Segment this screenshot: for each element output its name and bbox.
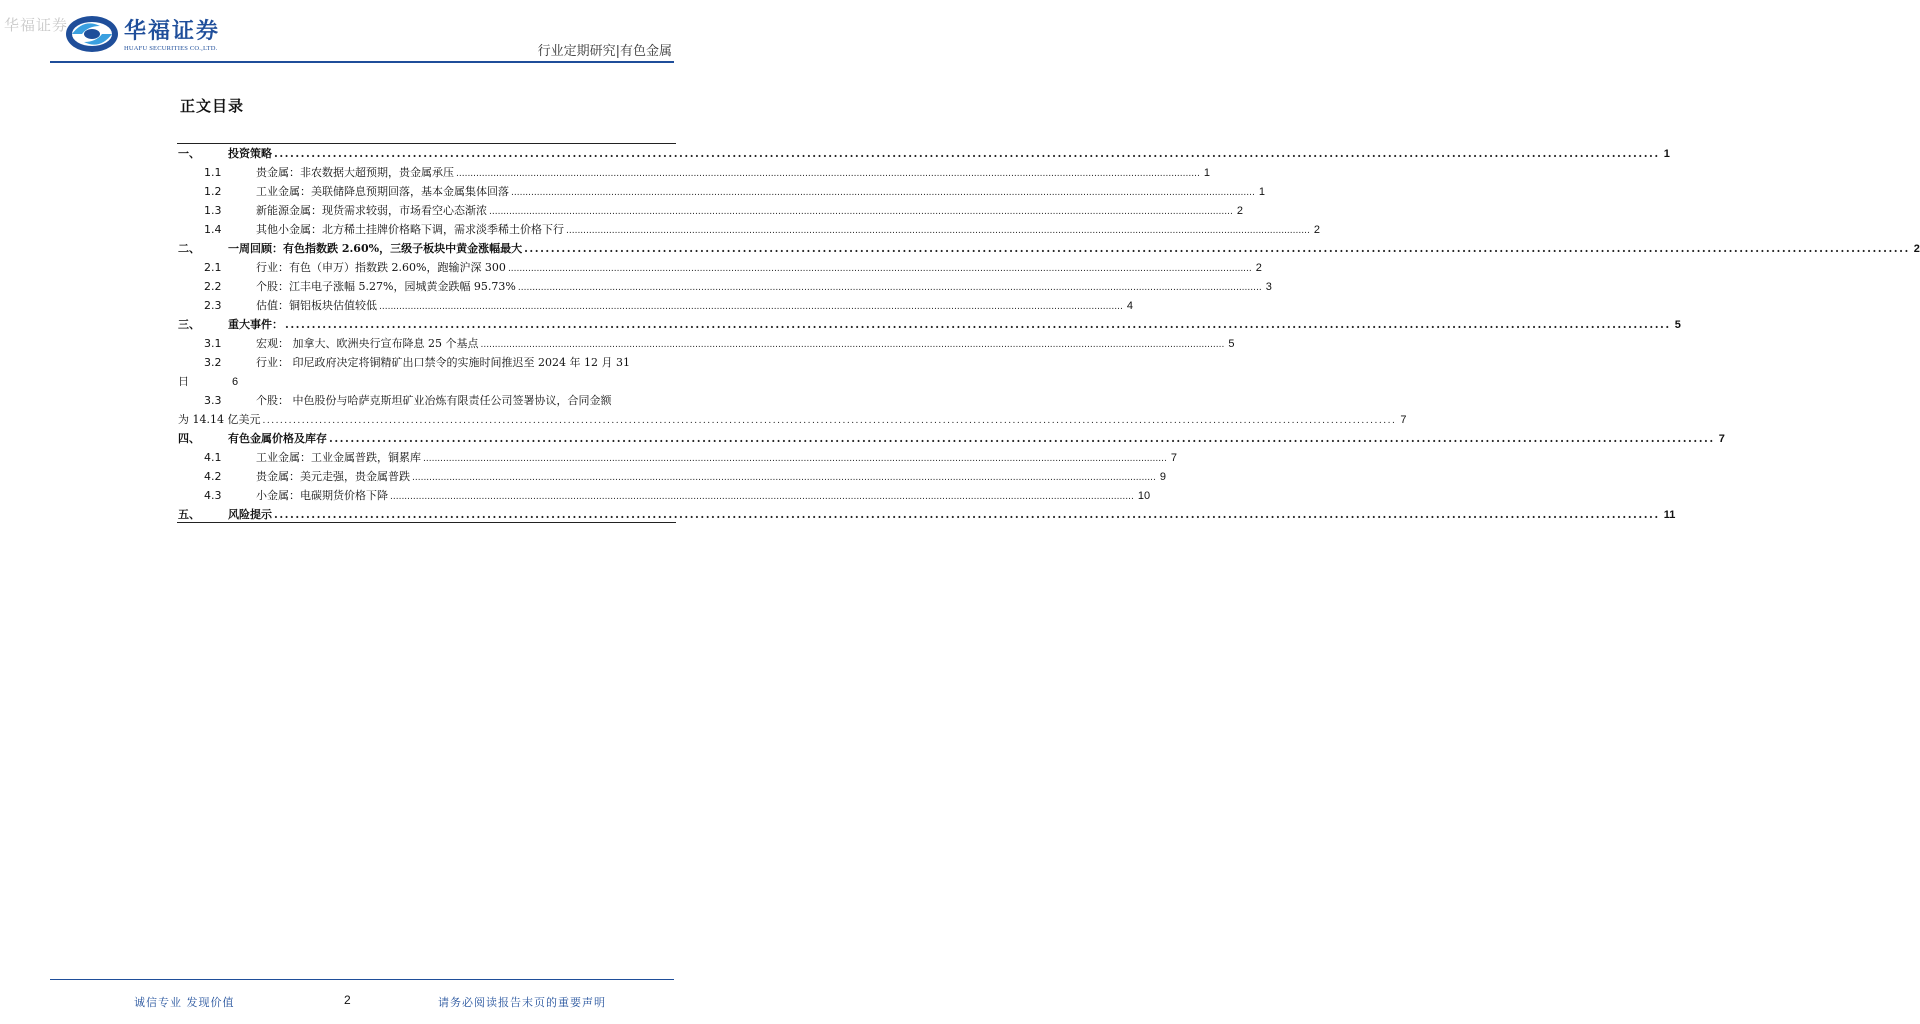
toc-leader: .................................................................................................................................................................................................................................................................... (285, 318, 1671, 331)
toc-leader: .................................................................................................................................................................................................................................................................... (489, 207, 1233, 217)
header-title: 行业定期研究|有色金属 (537, 44, 672, 59)
toc-entry-text: 行业：有色（申万）指数跌 2.60%，跑输沪深 300 (256, 261, 506, 274)
toc-section[interactable] (178, 145, 1670, 164)
toc-leader: .................................................................................................................................................................................................................................................................... (511, 188, 1255, 198)
toc-entry-number: 五、 (178, 508, 200, 521)
toc-entry-text: 宏观： 加拿大、欧洲央行宣布降息 25 个基点 (256, 337, 479, 350)
footer-disclaimer: 请务必阅读报告末页的重要声明 (438, 996, 606, 1009)
toc-leader: .................................................................................................................................................................................................................................................................... (423, 454, 1167, 464)
toc-entry-number: 一、 (178, 147, 200, 160)
toc-entry[interactable] (178, 297, 1133, 316)
company-logo (64, 12, 254, 58)
toc-leader: .................................................................................................................................................................................................................................................................... (412, 473, 1156, 483)
toc-entry-text: 投资策略 (228, 147, 272, 160)
toc-entry[interactable] (178, 449, 1177, 468)
toc-entry-page: 5 (1674, 319, 1681, 331)
toc-leader: .................................................................................................................................................................................................................................................................... (456, 169, 1200, 179)
toc-leader: .................................................................................................................................................................................................................................................................... (507, 264, 1252, 274)
toc-entry-page: 1 (1203, 167, 1210, 179)
toc-entry-text: 个股： 中色股份与哈萨克斯坦矿业冶炼有限责任公司签署协议，合同金额 (256, 394, 612, 407)
toc-entry-text: 小金属：电碳期货价格下降 (256, 489, 388, 502)
toc-entry[interactable] (178, 354, 675, 392)
header-divider (50, 61, 674, 63)
toc-entry[interactable] (178, 278, 1272, 297)
toc-title: 正文目录 (180, 97, 245, 115)
toc-entry[interactable] (178, 392, 1407, 430)
toc-leader: .................................................................................................................................................................................................................................................................... (517, 283, 1262, 293)
toc-entry-text: 重大事件： (228, 318, 283, 331)
toc-entry-number: 1.2 (204, 185, 222, 198)
toc-entry-number: 2.3 (204, 299, 222, 312)
toc-entry-text: 有色金属价格及库存 (228, 432, 327, 445)
toc-entry[interactable] (178, 164, 1210, 183)
toc-section[interactable] (178, 316, 1681, 335)
toc-entry-number: 4.1 (204, 451, 222, 464)
toc-entry[interactable] (178, 487, 1151, 506)
footer-slogan: 诚信专业 发现价值 (134, 996, 235, 1009)
toc-entry-text: 风险提示 (228, 508, 272, 521)
toc-entry[interactable] (178, 221, 1320, 240)
toc-entry-text: 贵金属：美元走强，贵金属普跌 (256, 470, 410, 483)
toc-entry-number: 4.3 (204, 489, 222, 502)
toc-entry-text: 一周回顾：有色指数跌 2.60%，三级子板块中黄金涨幅最大 (228, 242, 523, 255)
toc-entry-text: 工业金属：美联储降息预期回落，基本金属集体回落 (256, 185, 509, 198)
toc-entry[interactable] (178, 183, 1265, 202)
toc-entry-page: 1 (1258, 186, 1265, 198)
toc-entry-page: 2 (1313, 224, 1320, 236)
toc-leader: .................................................................................................................................................................................................................................................................... (566, 226, 1310, 236)
toc-entry-page: 2 (1913, 243, 1920, 255)
toc-entry-number: 三、 (178, 318, 200, 331)
toc-entry-number: 4.2 (204, 470, 222, 483)
toc-entry-page: 4 (1126, 300, 1133, 312)
toc-entry-page: 7 (1718, 433, 1725, 445)
page-number: 2 (344, 993, 351, 1007)
toc-entry-page: 2 (1255, 262, 1262, 274)
toc-leader: .................................................................................................................................................................................................................................................................... (524, 242, 1910, 255)
toc-entry-number: 1.4 (204, 223, 222, 236)
toc-entry-number: 3.3 (204, 394, 222, 407)
toc-entry-page: 1 (1663, 148, 1670, 160)
toc-leader: .................................................................................................................................................................................................................................................................... (390, 492, 1134, 502)
toc-entry-page: 10 (1137, 490, 1151, 502)
toc-entry-page: 7 (1170, 452, 1177, 464)
toc-entry-text: 其他小金属：北方稀土挂牌价格略下调，需求淡季稀土价格下行 (256, 223, 564, 236)
toc-entry-text-continued: 为 14.14 亿美元 (178, 413, 261, 426)
toc-entry-number: 1.1 (204, 166, 222, 179)
toc-bottom-divider (177, 522, 676, 523)
toc-entry[interactable] (178, 202, 1243, 221)
toc-top-divider (177, 143, 676, 144)
watermark-text: 华福证券 (4, 16, 69, 34)
toc-entry-number: 四、 (178, 432, 200, 445)
toc-entry[interactable] (178, 335, 1235, 354)
toc-entry-text: 个股：江丰电子涨幅 5.27%，园城黄金跌幅 95.73% (256, 280, 516, 293)
toc-entry-page: 3 (1265, 281, 1272, 293)
toc-entry-number: 2.2 (204, 280, 222, 293)
toc-leader: .................................................................................................................................................................................................................................................................... (274, 508, 1660, 521)
toc-leader: .................................................................................................................................................................................................................................................................... (379, 302, 1123, 312)
toc-entry-number: 二、 (178, 242, 200, 255)
toc-entry-page: 6 (232, 376, 239, 388)
toc-entry-number: 3.2 (204, 356, 222, 369)
logo-swirl-icon (64, 12, 122, 56)
toc-section[interactable] (178, 240, 1920, 259)
toc-entry[interactable] (178, 259, 1262, 278)
toc-entry-text: 新能源金属：现货需求较弱，市场看空心态渐浓 (256, 204, 487, 217)
logo-english-name: HUAFU SECURITIES CO.,LTD. (124, 45, 218, 52)
toc-leader: .................................................................................................................................................................................................................................................................... (480, 340, 1225, 350)
toc-entry-text: 估值：铜铝板块估值较低 (256, 299, 377, 312)
toc-leader: .................................................................................................................................................................................................................................................................... (274, 147, 1660, 160)
table-of-contents (178, 145, 1920, 525)
toc-entry-page: 5 (1228, 338, 1235, 350)
toc-leader: .................................................................................................................................................................................................................................................................... (329, 432, 1715, 445)
toc-entry-number: 1.3 (204, 204, 222, 217)
toc-leader: .................................................................................................................................................................................................................................................................... (262, 416, 1397, 426)
toc-entry-page: 7 (1400, 414, 1407, 426)
toc-entry-number: 2.1 (204, 261, 222, 274)
toc-entry-text: 贵金属：非农数据大超预期，贵金属承压 (256, 166, 454, 179)
toc-section[interactable] (178, 430, 1725, 449)
toc-entry-page: 11 (1663, 509, 1676, 521)
toc-entry-text: 行业： 印尼政府决定将铜精矿出口禁令的实施时间推迟至 2024 年 12 月 31 (256, 356, 630, 369)
toc-entry-page: 2 (1236, 205, 1243, 217)
toc-entry-page: 9 (1159, 471, 1166, 483)
toc-entry-text-continued: 日 (178, 375, 189, 388)
toc-entry[interactable] (178, 468, 1166, 487)
footer-divider (50, 979, 674, 980)
logo-name: 华福证券 (124, 18, 221, 44)
toc-entry-text: 工业金属：工业金属普跌，铜累库 (256, 451, 421, 464)
toc-entry-number: 3.1 (204, 337, 222, 350)
